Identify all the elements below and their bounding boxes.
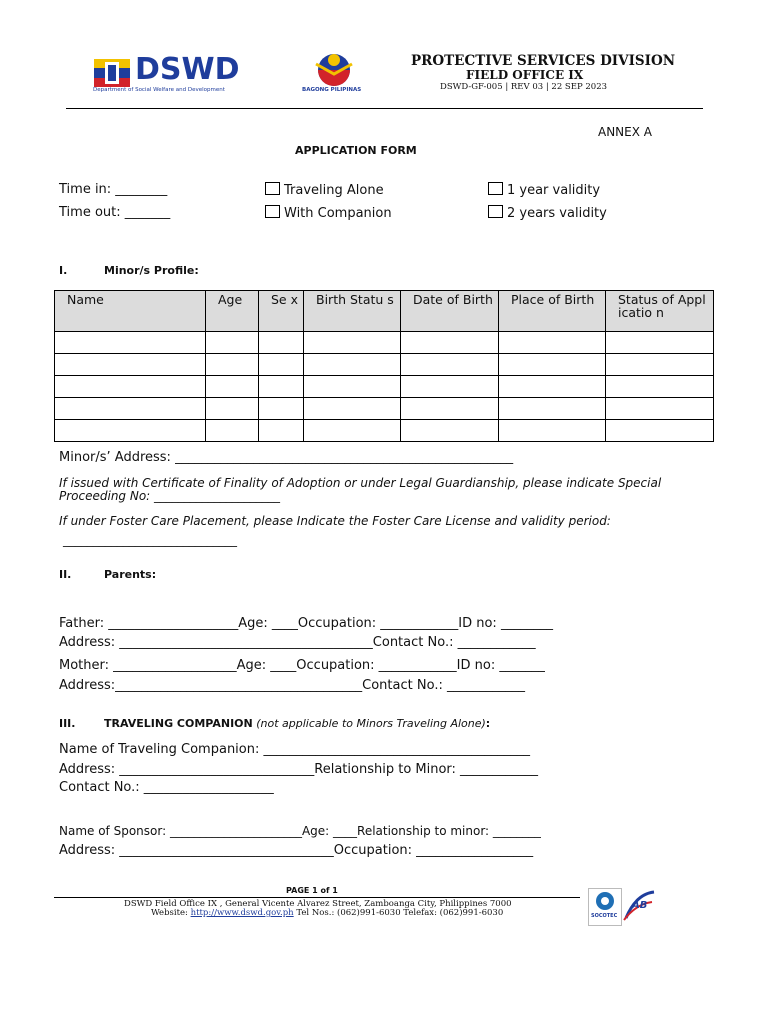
section-2-number: II. (59, 568, 72, 581)
table-row (55, 354, 714, 376)
table-row (55, 376, 714, 398)
table-cell[interactable] (55, 376, 206, 398)
ab-accreditation-logo (622, 888, 656, 924)
table-cell[interactable] (55, 332, 206, 354)
section-3-heading (104, 717, 490, 730)
two-years-checkbox[interactable] (488, 205, 503, 218)
table-cell[interactable] (304, 398, 401, 420)
adoption-note-line1: If issued with Certificate of Finality of Adoption or under Legal Guardianship, please indicate Special (59, 476, 662, 490)
with-companion-checkbox[interactable] (265, 205, 280, 218)
section-3-title: TRAVELING COMPANION (104, 717, 253, 730)
table-cell[interactable] (304, 354, 401, 376)
table-cell[interactable] (206, 332, 259, 354)
table-cell[interactable] (206, 354, 259, 376)
website-label: Website: (151, 908, 191, 918)
with-companion-option[interactable] (265, 205, 392, 221)
table-cell[interactable] (401, 376, 499, 398)
mother-address-field[interactable] (59, 678, 525, 693)
one-year-checkbox[interactable] (488, 182, 503, 195)
field-office-title: FIELD OFFICE IX (466, 68, 584, 82)
socotec-text: SOCOTEC (591, 913, 618, 919)
table-cell[interactable] (499, 332, 606, 354)
time-in-field[interactable]: Time in: ________ (59, 182, 168, 197)
table-cell[interactable] (606, 332, 714, 354)
table-cell[interactable] (206, 420, 259, 442)
companion-address-field[interactable]: Address: ______________________________Relationship to Minor: ____________ (59, 762, 539, 777)
form-title: APPLICATION FORM (295, 144, 417, 157)
annex-label: ANNEX A (598, 125, 652, 139)
dswd-emblem-icon (93, 58, 131, 88)
col-age: Age (206, 291, 259, 332)
traveling-alone-checkbox[interactable] (265, 182, 280, 195)
foster-care-note: If under Foster Care Placement, please Indicate the Foster Care License and validity period: (59, 514, 611, 528)
table-cell[interactable] (259, 332, 304, 354)
table-cell[interactable] (499, 376, 606, 398)
table-cell[interactable] (606, 376, 714, 398)
table-cell[interactable] (304, 376, 401, 398)
table-cell[interactable] (206, 376, 259, 398)
mother-address-label: Address:__________________________ (59, 678, 285, 693)
table-row (55, 398, 714, 420)
father-address-field[interactable]: Address: _______________________________________Contact No.: ____________ (59, 635, 536, 650)
socotec-certification-logo (588, 888, 622, 926)
section-3-note: (not applicable to Minors Traveling Alone) (256, 717, 486, 730)
table-cell[interactable] (55, 354, 206, 376)
companion-name-field[interactable]: Name of Traveling Companion: _________________________________________ (59, 742, 530, 757)
companion-contact-field[interactable]: Contact No.: ____________________ (59, 780, 274, 795)
dswd-logo-subtext: Department of Social Welfare and Development (93, 87, 225, 93)
bagong-pilipinas-emblem-icon (308, 50, 360, 88)
page-number: PAGE 1 of 1 (286, 886, 338, 895)
table-cell[interactable] (499, 398, 606, 420)
website-link[interactable]: http://www.dswd.gov.ph (190, 908, 294, 918)
ab-text: AB (632, 900, 648, 911)
bagong-pilipinas-text: BAGONG PILIPINAS (302, 87, 362, 93)
col-status-of-application: Status of Applicatio n (606, 291, 714, 332)
table-cell[interactable] (259, 354, 304, 376)
document-code: DSWD-GF-005 | REV 03 | 22 SEP 2023 (440, 82, 608, 92)
socotec-emblem-icon (589, 889, 621, 915)
father-info-field[interactable]: Father: ____________________Age: ____Occupation: ____________ID no: ________ (59, 616, 553, 631)
table-cell[interactable] (499, 354, 606, 376)
table-cell[interactable] (259, 398, 304, 420)
traveling-alone-label: Traveling Alone (284, 183, 384, 198)
division-title: PROTECTIVE SERVICES DIVISION (411, 53, 676, 69)
table-cell[interactable] (401, 332, 499, 354)
dswd-logo (93, 52, 248, 96)
col-date-of-birth: Date of Birth (401, 291, 499, 332)
adoption-note-line2[interactable]: Proceeding No: _____________________ (59, 489, 281, 503)
col-place-of-birth: Place of Birth (499, 291, 606, 332)
table-cell[interactable] (259, 420, 304, 442)
col-sex: Se x (259, 291, 304, 332)
section-3-number: III. (59, 717, 76, 730)
table-cell[interactable] (606, 398, 714, 420)
table-cell[interactable] (401, 354, 499, 376)
two-years-validity-option[interactable] (488, 205, 607, 221)
with-companion-label: With Companion (284, 206, 392, 221)
foster-care-field[interactable]: _____________________________ (63, 533, 237, 547)
minor-address-field[interactable]: Minor/s’ Address: ____________________________________________________ (59, 450, 514, 465)
table-cell[interactable] (499, 420, 606, 442)
table-cell[interactable] (606, 354, 714, 376)
table-header-row (55, 291, 714, 332)
table-cell[interactable] (401, 398, 499, 420)
mother-info-field[interactable]: Mother: ___________________Age: ____Occupation: ____________ID no: _______ (59, 658, 545, 673)
bagong-pilipinas-logo (300, 50, 370, 98)
table-cell[interactable] (55, 398, 206, 420)
table-cell[interactable] (206, 398, 259, 420)
table-row (55, 420, 714, 442)
sponsor-info-field[interactable]: Name of Sponsor: ______________________Age: ____Relationship to minor: ________ (59, 824, 541, 838)
mother-contact-blank: ____________ (446, 678, 525, 693)
section-2-title: Parents: (104, 568, 157, 581)
header-divider (66, 108, 703, 109)
table-cell[interactable] (401, 420, 499, 442)
footer-divider (54, 897, 580, 898)
one-year-label: 1 year validity (507, 183, 601, 198)
table-cell[interactable] (55, 420, 206, 442)
table-cell[interactable] (606, 420, 714, 442)
section-1-title: Minor/s Profile: (104, 264, 199, 277)
traveling-alone-option[interactable] (265, 182, 384, 198)
footer-contacts (151, 908, 503, 918)
section-3-colon: : (485, 717, 491, 730)
footer-phone: Tel Nos.: (062)991-6030 Telefax: (062)991-6030 (293, 908, 504, 918)
table-cell[interactable] (304, 332, 401, 354)
mother-address-blank: ____________ (284, 678, 363, 693)
col-name: Name (55, 291, 206, 332)
section-1-number: I. (59, 264, 68, 277)
table-cell[interactable] (304, 420, 401, 442)
time-out-field[interactable]: Time out: _______ (59, 205, 171, 220)
minors-profile-table (54, 290, 714, 442)
footer-address: DSWD Field Office IX , General Vicente Alvarez Street, Zamboanga City, Philippines 7000 (124, 899, 512, 909)
mother-contact-label: Contact No.: (362, 678, 447, 693)
sponsor-address-field[interactable]: Address: _________________________________Occupation: __________________ (59, 843, 534, 858)
dswd-logo-text: DSWD (135, 52, 240, 87)
table-cell[interactable] (259, 376, 304, 398)
table-row (55, 332, 714, 354)
one-year-validity-option[interactable] (488, 182, 600, 198)
col-birth-status: Birth Statu s (304, 291, 401, 332)
two-years-label: 2 years validity (507, 206, 607, 221)
